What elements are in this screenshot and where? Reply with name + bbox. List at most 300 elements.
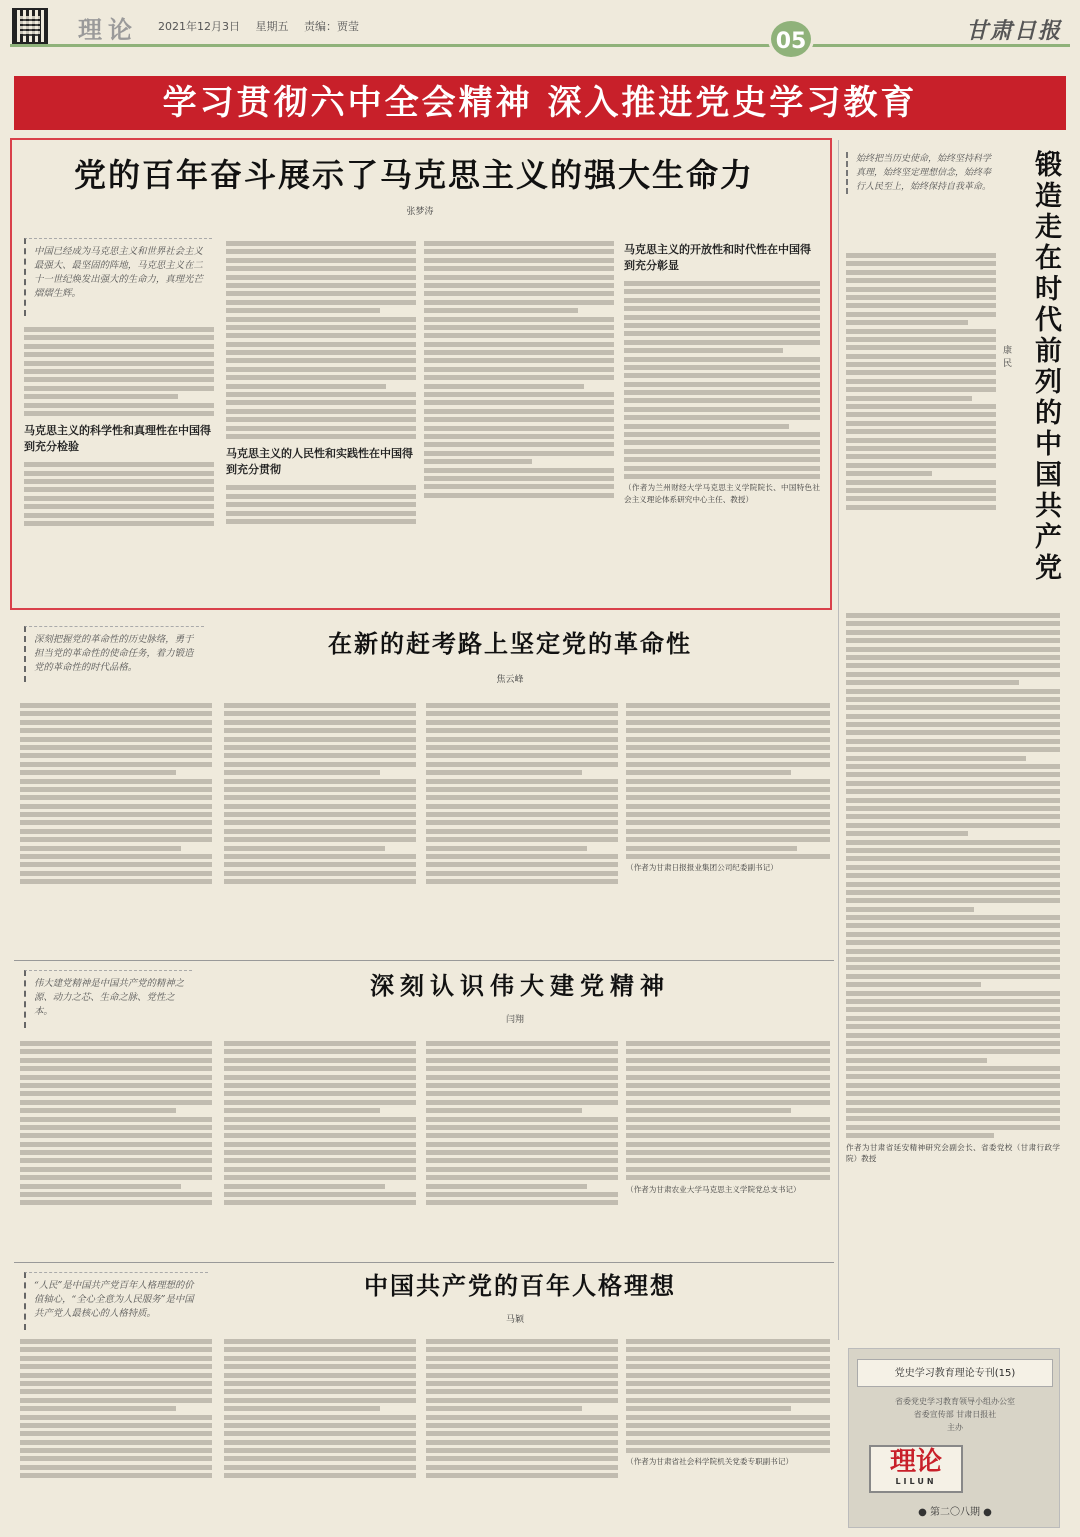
text-line (846, 1116, 1060, 1121)
text-line (426, 1406, 582, 1411)
text-line (846, 865, 1060, 870)
text-line (626, 1158, 830, 1163)
text-line (846, 882, 1060, 887)
page-number-badge: 05 (768, 18, 814, 60)
text-line (20, 1175, 212, 1180)
text-line (424, 291, 614, 296)
text-line (846, 480, 996, 485)
article-1-footnote: （作者为兰州财经大学马克思主义学院院长、中国特色社会主义理论体系研究中心主任、教授） (624, 483, 820, 504)
text-line (226, 511, 416, 516)
article-3-footnote: （作者为甘肃农业大学马克思主义学院党总支书记） (626, 1184, 801, 1194)
text-line (224, 1339, 416, 1344)
text-line (20, 753, 212, 758)
text-line (624, 407, 820, 412)
text-line (24, 521, 214, 526)
article-4-col-4 (626, 1336, 830, 1468)
text-line (426, 1448, 618, 1453)
text-line (626, 1125, 830, 1130)
text-line (224, 711, 416, 716)
text-line (846, 1007, 1060, 1012)
text-line (224, 1117, 416, 1122)
text-line (626, 1167, 830, 1172)
text-line (424, 442, 614, 447)
text-line (20, 1465, 212, 1470)
text-line (424, 451, 614, 456)
text-line (846, 823, 1060, 828)
banner-headline: 学习贯彻六中全会精神 深入推进党史学习教育 (14, 76, 1066, 130)
text-line (224, 820, 416, 825)
text-line (224, 787, 416, 792)
text-line (224, 779, 416, 784)
text-line (626, 779, 830, 784)
text-line (626, 762, 830, 767)
text-line (426, 1398, 618, 1403)
text-line (226, 342, 416, 347)
article-2-footnote: （作者为甘肃日报报业集团公司纪委副书记） (626, 863, 778, 873)
text-line (626, 1347, 830, 1352)
text-line (846, 923, 1060, 928)
text-line (626, 1448, 830, 1453)
text-line (24, 377, 214, 382)
text-line (626, 1175, 830, 1180)
text-line (846, 722, 1060, 727)
text-line (224, 1373, 416, 1378)
editor-name: 责编：贾莹 (304, 20, 359, 33)
text-line (226, 275, 416, 280)
body-text (626, 700, 830, 862)
text-line (626, 1066, 830, 1071)
text-line (846, 488, 996, 493)
text-line (224, 1158, 416, 1163)
text-line (626, 1398, 830, 1403)
text-line (846, 689, 1060, 694)
text-line (846, 764, 1060, 769)
article-1-subhead-1: 马克思主义的科学性和真理性在中国得到充分检验 (24, 424, 211, 454)
text-line (224, 1415, 416, 1420)
text-line (846, 814, 1060, 819)
text-line (20, 879, 212, 884)
text-line (224, 829, 416, 834)
text-line (426, 787, 618, 792)
text-line (426, 720, 618, 725)
text-line (424, 275, 614, 280)
article-1-col-4 (624, 238, 820, 505)
text-line (626, 1100, 830, 1105)
text-line (846, 672, 1060, 677)
text-line (626, 837, 830, 842)
text-line (846, 856, 1060, 861)
text-line (224, 753, 416, 758)
article-4-pullquote: “人民”是中国共产党百年人格理想的价值轴心，“全心全意为人民服务”是中国共产党人最核心的人格特质。 (24, 1272, 208, 1330)
text-line (846, 932, 1060, 937)
text-line (224, 1066, 416, 1071)
text-line (426, 1389, 618, 1394)
text-line (424, 434, 614, 439)
text-line (846, 1074, 1060, 1079)
text-line (224, 1192, 416, 1197)
article-4-title: 中国共产党的百年人格理想 (364, 1272, 676, 1300)
text-line (20, 779, 212, 784)
article-divider (14, 960, 834, 961)
text-line (24, 369, 214, 374)
text-line (426, 728, 618, 733)
text-line (24, 394, 178, 399)
text-line (846, 621, 1060, 626)
text-line (24, 327, 214, 332)
text-line (846, 1083, 1060, 1088)
text-line (20, 728, 212, 733)
text-line (20, 1339, 212, 1344)
article-3-col-3 (426, 1038, 618, 1209)
article-4-col-2 (224, 1336, 416, 1482)
text-line (846, 663, 1060, 668)
text-line (224, 770, 380, 775)
text-line (426, 1083, 618, 1088)
text-line (846, 999, 1060, 1004)
article-divider (14, 1262, 834, 1263)
text-line (426, 1465, 618, 1470)
article-3-pullquote: 伟大建党精神是中国共产党的精神之源、动力之芯、生命之脉、党性之本。 (24, 970, 192, 1028)
body-text (424, 238, 614, 501)
text-line (426, 820, 618, 825)
text-line (424, 459, 532, 464)
text-line (626, 753, 830, 758)
text-line (20, 1456, 212, 1461)
text-line (24, 513, 214, 518)
text-line (226, 400, 416, 405)
text-line (226, 308, 380, 313)
special-issue-organizers (857, 1395, 1053, 1434)
text-line (626, 720, 830, 725)
text-line (224, 703, 416, 708)
text-line (626, 1150, 830, 1155)
text-line (224, 1406, 380, 1411)
text-line (846, 1133, 994, 1138)
text-line (224, 1125, 416, 1130)
text-line (846, 982, 981, 987)
article-2-col-3 (426, 700, 618, 888)
text-line (226, 494, 416, 499)
text-line (846, 638, 1060, 643)
body-text (624, 278, 820, 482)
text-line (426, 1364, 618, 1369)
text-line (224, 1398, 416, 1403)
text-line (226, 392, 416, 397)
text-line (224, 1175, 416, 1180)
qr-code-icon (12, 8, 48, 44)
text-line (426, 1347, 618, 1352)
text-line (846, 387, 996, 392)
text-line (846, 1066, 1060, 1071)
text-line (20, 1200, 212, 1205)
text-line (426, 862, 618, 867)
article-3-col-1 (20, 1038, 212, 1209)
text-line (624, 315, 820, 320)
text-line (424, 350, 614, 355)
text-line (846, 974, 1060, 979)
text-line (846, 991, 1060, 996)
text-line (426, 711, 618, 716)
text-line (424, 283, 614, 288)
text-line (20, 770, 176, 775)
text-line (424, 468, 614, 473)
special-issue-title: 党史学习教育理论专刊(15) (857, 1359, 1053, 1387)
text-line (20, 1347, 212, 1352)
text-line (20, 837, 212, 842)
text-line (20, 1091, 212, 1096)
text-line (20, 1473, 212, 1478)
text-line (224, 871, 416, 876)
text-line (624, 281, 820, 286)
text-line (624, 306, 820, 311)
text-line (426, 1158, 618, 1163)
text-line (20, 795, 212, 800)
text-line (624, 457, 820, 462)
text-line (224, 1108, 380, 1113)
text-line (24, 344, 214, 349)
text-line (226, 434, 416, 439)
article-3-col-2 (224, 1038, 416, 1209)
header-rule (10, 44, 1070, 47)
text-line (426, 1049, 618, 1054)
text-line (20, 745, 212, 750)
text-line (846, 337, 996, 342)
right-article-col-top (846, 250, 996, 513)
article-3-author: 闫翔 (505, 1015, 524, 1025)
text-line (426, 1041, 618, 1046)
text-line (20, 1364, 212, 1369)
text-line (24, 487, 214, 492)
text-line (846, 957, 1060, 962)
text-line (626, 1415, 830, 1420)
text-line (426, 804, 618, 809)
text-line (226, 384, 386, 389)
text-line (20, 1150, 212, 1155)
text-line (426, 1075, 618, 1080)
text-line (424, 375, 614, 380)
right-article-title: 锻造走在时代前列的中国共产党 (1030, 150, 1061, 584)
text-line (224, 1456, 416, 1461)
text-line (626, 1108, 791, 1113)
text-line (626, 812, 830, 817)
text-line (426, 795, 618, 800)
text-line (424, 266, 614, 271)
text-line (224, 1058, 416, 1063)
text-line (846, 772, 1060, 777)
text-line (224, 1389, 416, 1394)
text-line (426, 779, 618, 784)
text-line (846, 630, 1060, 635)
text-line (224, 1041, 416, 1046)
body-text (426, 1038, 618, 1209)
text-line (224, 879, 416, 884)
text-line (846, 287, 996, 292)
text-line (226, 426, 416, 431)
article-3-title: 深刻认识伟大建党精神 (370, 972, 670, 1000)
text-line (20, 812, 212, 817)
text-line (424, 258, 614, 263)
text-line (426, 1142, 618, 1147)
text-line (846, 1033, 1060, 1038)
text-line (846, 345, 996, 350)
text-line (426, 745, 618, 750)
text-line (20, 871, 212, 876)
text-line (226, 375, 416, 380)
text-line (626, 804, 830, 809)
text-line (20, 1431, 212, 1436)
text-line (846, 1041, 1060, 1046)
text-line (426, 1091, 618, 1096)
text-line (626, 1440, 830, 1445)
text-line (626, 737, 830, 742)
text-line (224, 1440, 416, 1445)
text-line (226, 409, 416, 414)
text-line (626, 703, 830, 708)
text-line (20, 762, 212, 767)
text-line (224, 1100, 416, 1105)
text-line (20, 1356, 212, 1361)
text-line (846, 354, 996, 359)
text-line (426, 737, 618, 742)
article-1-title: 党的百年奋斗展示了马克思主义的强大生命力 (73, 156, 754, 194)
text-line (424, 392, 614, 397)
text-line (426, 1456, 618, 1461)
text-line (846, 907, 974, 912)
text-line (24, 361, 214, 366)
text-line (624, 357, 820, 362)
text-line (20, 711, 212, 716)
text-line (20, 1075, 212, 1080)
text-line (226, 502, 416, 507)
text-line (424, 333, 614, 338)
body-text (224, 1336, 416, 1482)
text-line (226, 485, 416, 490)
text-line (626, 854, 830, 859)
body-text (626, 1336, 830, 1456)
article-2-col-2 (224, 700, 416, 888)
text-line (226, 519, 416, 524)
body-text (846, 610, 1060, 1142)
text-line (846, 655, 1060, 660)
text-line (846, 270, 996, 275)
article-1-col-3 (424, 238, 614, 501)
text-line (846, 320, 968, 325)
text-line (846, 647, 1060, 652)
text-line (846, 412, 996, 417)
article-1-col-2 (226, 238, 416, 527)
text-line (426, 1339, 618, 1344)
text-line (846, 1058, 987, 1063)
organizer-line: 省委宣传部 甘肃日报社 (913, 1410, 997, 1419)
text-line (226, 417, 416, 422)
text-line (226, 266, 416, 271)
text-line (426, 879, 618, 884)
text-line (224, 737, 416, 742)
article-4-col-1 (20, 1336, 212, 1482)
text-line (224, 1150, 416, 1155)
text-line (426, 1373, 618, 1378)
text-line (626, 711, 830, 716)
body-text (226, 238, 416, 442)
text-line (846, 747, 1060, 752)
text-line (846, 1049, 1060, 1054)
right-article-footnote: 作者为甘肃省延安精神研究会副会长、省委党校（甘肃行政学院）教授 (846, 1142, 1060, 1164)
text-line (626, 787, 830, 792)
text-line (846, 404, 996, 409)
text-line (426, 829, 618, 834)
text-line (20, 1158, 212, 1163)
text-line (624, 323, 820, 328)
text-line (226, 333, 416, 338)
text-line (224, 795, 416, 800)
text-line (20, 787, 212, 792)
text-line (224, 1473, 416, 1478)
text-line (426, 1058, 618, 1063)
text-line (846, 705, 1060, 710)
text-line (426, 1200, 618, 1205)
text-line (226, 325, 416, 330)
text-line (846, 295, 996, 300)
article-3-col-4 (626, 1038, 830, 1195)
text-line (20, 1440, 212, 1445)
text-line (426, 1133, 618, 1138)
body-text (20, 1038, 212, 1209)
text-line (224, 1423, 416, 1428)
text-line (626, 1356, 830, 1361)
text-line (626, 770, 791, 775)
text-line (20, 1049, 212, 1054)
text-line (426, 1100, 618, 1105)
text-line (846, 680, 1019, 685)
text-line (624, 289, 820, 294)
text-line (20, 1133, 212, 1138)
text-line (24, 403, 214, 408)
text-line (846, 789, 1060, 794)
article-2-author: 焦云峰 (496, 675, 524, 685)
text-line (846, 438, 996, 443)
text-line (846, 714, 1060, 719)
text-line (426, 1125, 618, 1130)
text-line (846, 940, 1060, 945)
text-line (846, 505, 996, 510)
text-line (426, 1473, 618, 1478)
text-line (426, 1192, 618, 1197)
text-line (846, 848, 1060, 853)
text-line (626, 1381, 830, 1386)
text-line (224, 1184, 385, 1189)
text-line (224, 1381, 416, 1386)
text-line (424, 358, 614, 363)
text-line (24, 504, 214, 509)
text-line (846, 1108, 1060, 1113)
text-line (20, 1066, 212, 1071)
text-line (426, 837, 618, 842)
text-line (846, 730, 1060, 735)
text-line (426, 812, 618, 817)
body-text (226, 482, 416, 527)
text-line (20, 1373, 212, 1378)
text-line (20, 820, 212, 825)
text-line (624, 382, 820, 387)
text-line (224, 812, 416, 817)
text-line (20, 1192, 212, 1197)
text-line (846, 303, 996, 308)
text-line (20, 1108, 176, 1113)
text-line (426, 854, 618, 859)
text-line (426, 1175, 618, 1180)
text-line (626, 820, 830, 825)
body-text (20, 700, 212, 888)
